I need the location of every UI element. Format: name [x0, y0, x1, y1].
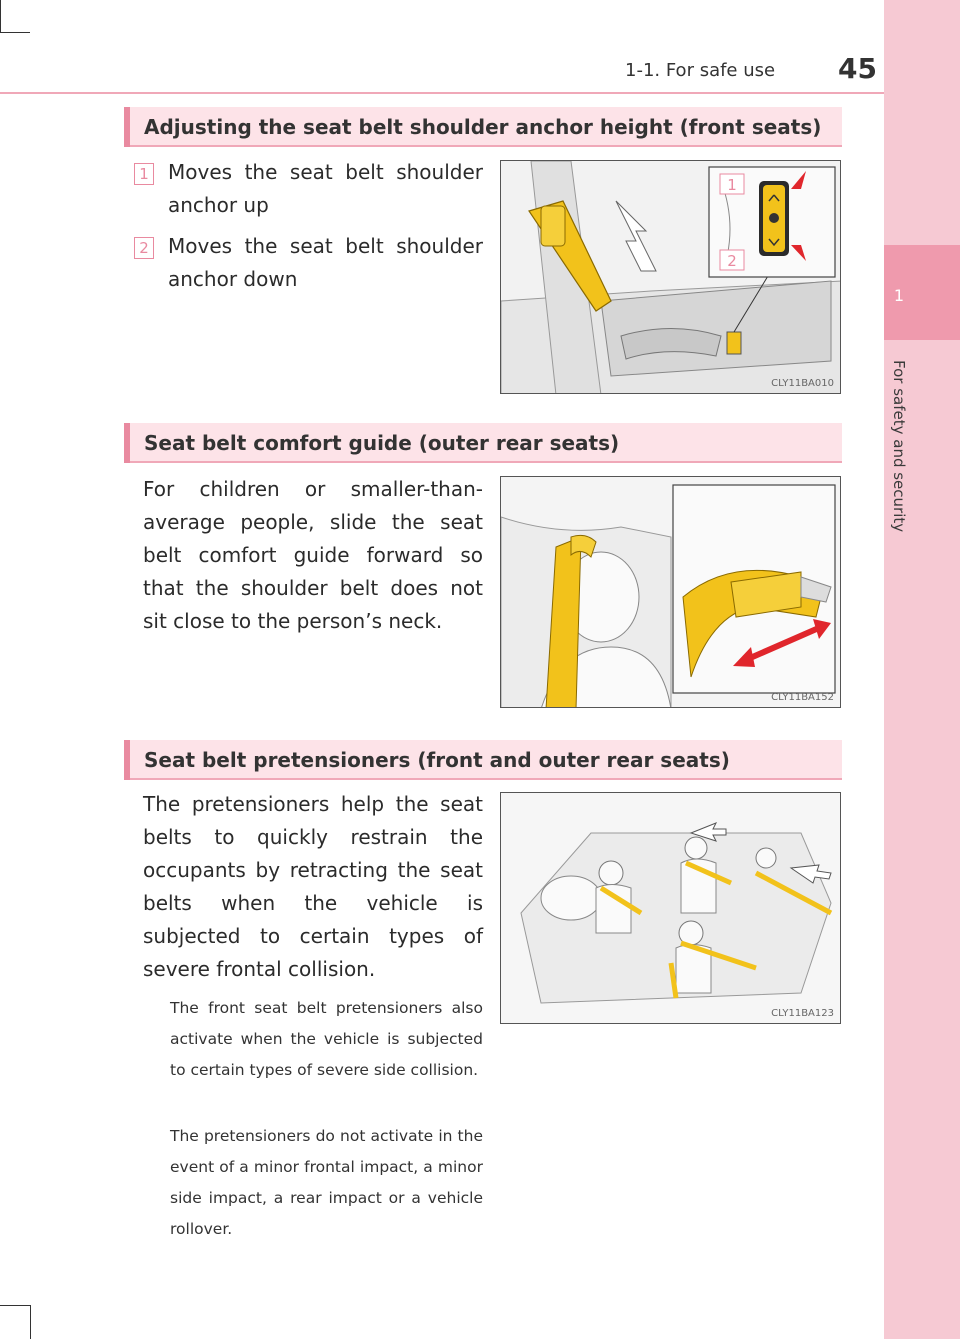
comfort-guide-text: For children or smaller-than-average people, slide the seat belt comfort guide forward so that the shoulder belt does not sit close to the person’s neck. — [143, 477, 483, 633]
note-no-activation: The pretensioners do not activate in the event of a minor frontal impact, a minor side impact, a rear impact or a vehicle rollover. — [170, 1127, 483, 1238]
chapter-number: 1 — [893, 286, 905, 305]
crop-mark — [0, 32, 30, 33]
step-number: 1 — [134, 163, 154, 185]
svg-text:2: 2 — [727, 252, 737, 270]
step-text: Moves the seat belt shoulder anchor down — [168, 234, 483, 291]
chapter-label: For safety and security — [890, 360, 908, 533]
crop-mark — [30, 1305, 31, 1339]
figure-code: CLY11BA010 — [771, 378, 834, 389]
figure-code: CLY11BA152 — [771, 692, 834, 703]
svg-text:1: 1 — [727, 176, 737, 194]
header-rule — [0, 92, 884, 94]
step-number: 2 — [134, 237, 154, 259]
section-title: 1-1. For safe use — [625, 60, 776, 81]
figure-comfort-guide — [500, 476, 841, 708]
section-heading-comfort-guide: Seat belt comfort guide (outer rear seats) — [124, 423, 842, 463]
comfort-guide-illustration — [501, 477, 841, 708]
figure-code: CLY11BA123 — [771, 1008, 834, 1019]
section-heading-pretensioners: Seat belt pretensioners (front and outer rear seats) — [124, 740, 842, 780]
step-text: Moves the seat belt shoulder anchor up — [168, 160, 483, 217]
figure-shoulder-anchor — [500, 160, 841, 394]
figure-pretensioners — [500, 792, 841, 1024]
note-side-collision: The front seat belt pretensioners also activate when the vehicle is subjected to certain types of severe side collision. — [170, 999, 483, 1079]
chapter-tab — [884, 0, 960, 1339]
page-number: 45 — [838, 52, 877, 85]
crop-mark — [0, 1305, 30, 1306]
pretensioners-illustration — [501, 793, 841, 1024]
section-heading-anchor-height: Adjusting the seat belt shoulder anchor height (front seats) — [124, 107, 842, 147]
shoulder-anchor-illustration — [501, 161, 841, 394]
pretensioners-text: The pretensioners help the seat belts to quickly restrain the occupants by retracting the seat belts when the vehicle is subjected to certain types of severe frontal collision. — [143, 792, 483, 981]
crop-mark — [0, 0, 1, 32]
